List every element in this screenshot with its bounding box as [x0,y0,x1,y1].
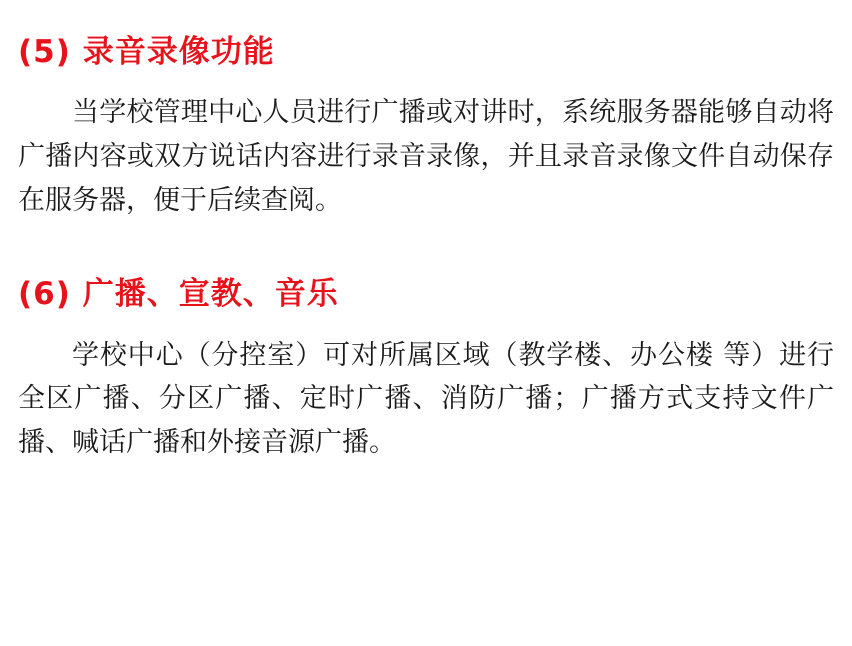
section-paragraph: 学校中心（分控室）可对所属区域（教学楼、办公楼 等）进行全区广播、分区广播、定时广播、消防广播；广播方式支持文件广播、喊话广播和外接音源广播。 [18,339,834,459]
section-broadcast [18,276,834,464]
section-heading: (6) 广播、宣教、音乐 [18,276,339,313]
document-page [0,34,852,646]
section-recording [18,34,834,222]
section-heading: (5) 录音录像功能 [18,34,275,70]
section-paragraph: 当学校管理中心人员进行广播或对讲时，系统服务器能够自动将广播内容或双方说话内容进行录音录像，并且录音录像文件自动保存在服务器，便于后续查阅。 [18,97,834,216]
